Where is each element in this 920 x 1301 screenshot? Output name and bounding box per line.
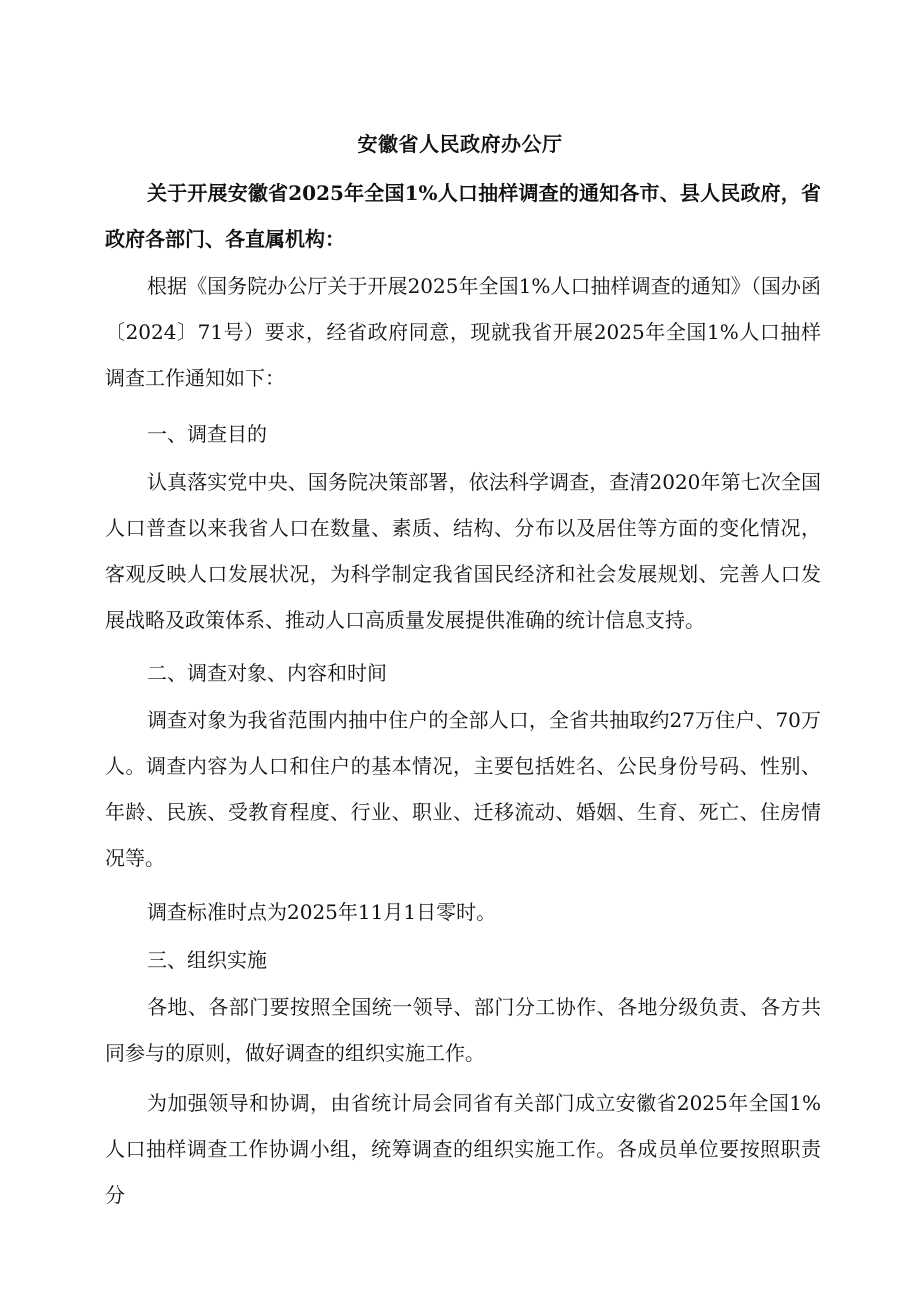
document-title: 安徽省人民政府办公厅 [357,132,563,156]
paragraph-purpose: 认真落实党中央、国务院决策部署，依法科学调查，查清2020年第七次全国人口普查以来我省人口在数量、素质、结构、分布以及居住等方面的变化情况，客观反映人口发展状况，为科学制定我省国民经济和社会发展规划、完善人口发展战略及政策体系、推动人口高质量发展提供准确的统计信息支持。 [105,470,821,632]
paragraph-coordination: 为加强领导和协调，由省统计局会同省有关部门成立安徽省2025年全国1%人口抽样调查工作协调小组，统筹调查的组织实施工作。各成员单位要按照职责分 [105,1091,821,1207]
paragraph-implementation: 各地、各部门要按照全国统一领导、部门分工协作、各地分级负责、各方共同参与的原则，做好调查的组织实施工作。 [105,995,821,1065]
section-heading-implementation: 三、组织实施 [147,948,267,972]
paragraph-basis: 根据《国务院办公厅关于开展2025年全国1%人口抽样调查的通知》（国办函〔2024〕71号）要求，经省政府同意，现就我省开展2025年全国1%人口抽样调查工作通知如下： [105,274,821,390]
paragraph-scope: 调查对象为我省范围内抽中住户的全部人口，全省共抽取约27万住户、70万人。调查内容为人口和住户的基本情况，主要包括姓名、公民身份号码、性别、年龄、民族、受教育程度、行业、职业、迁移流动、婚姻、生育、死亡、住房情况等。 [105,708,821,870]
section-heading-purpose: 一、调查目的 [147,422,267,446]
paragraph-reference-time: 调查标准时点为2025年11月1日零时。 [147,900,497,924]
section-heading-scope: 二、调查对象、内容和时间 [147,661,387,685]
document-heading: 关于开展安徽省2025年全国1%人口抽样调查的通知各市、县人民政府，省政府各部门、各直属机构： [105,181,821,251]
